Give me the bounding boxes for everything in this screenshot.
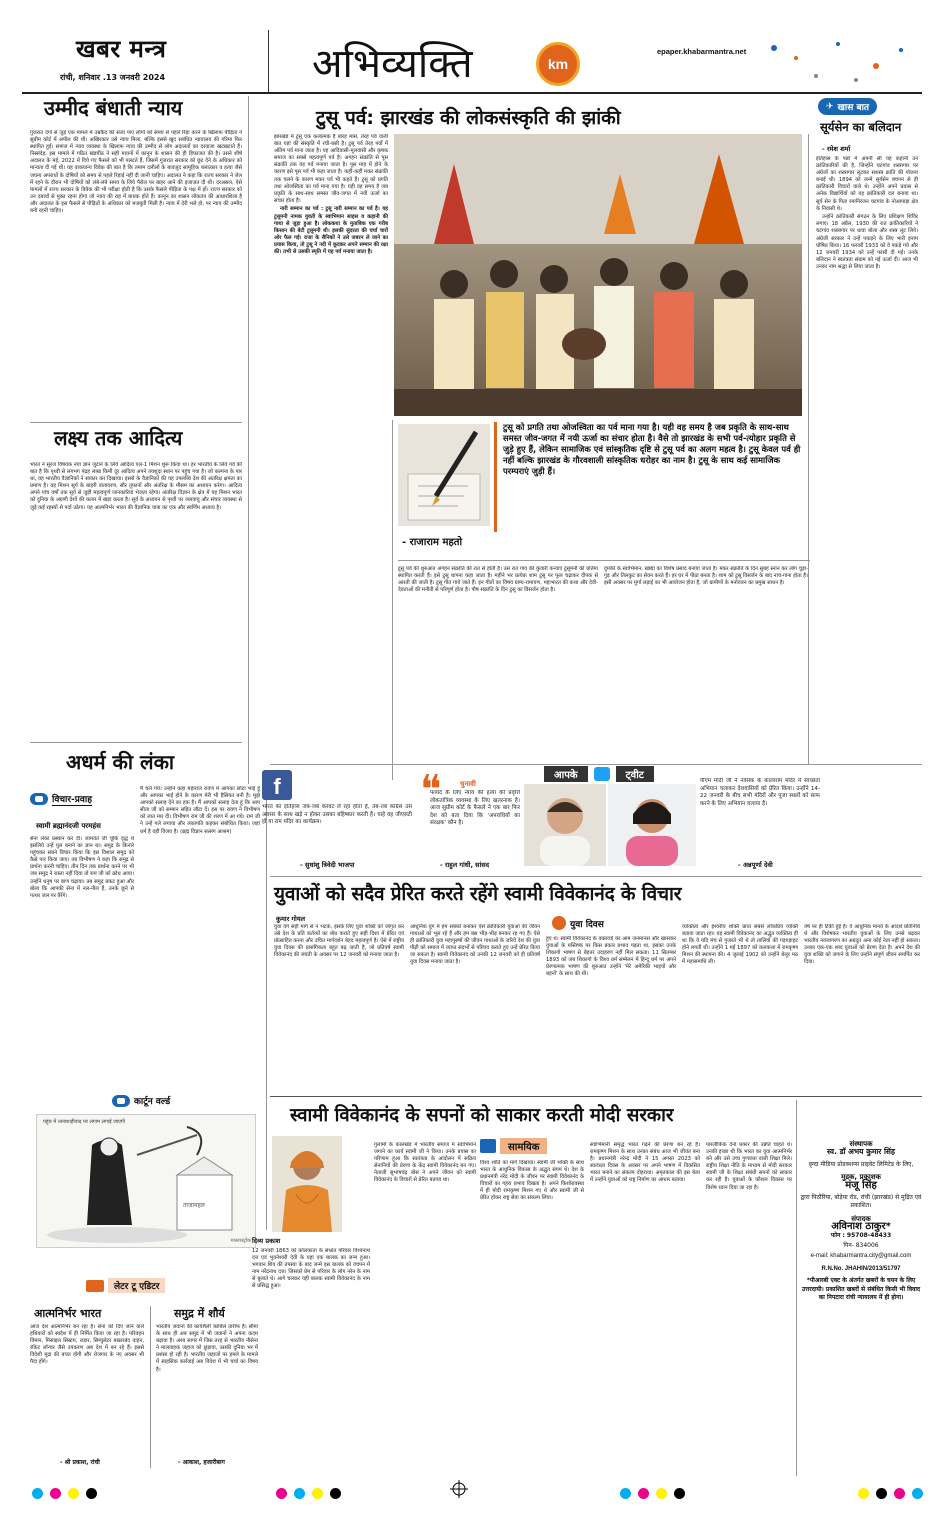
registration-crosshair-icon xyxy=(450,1480,468,1498)
imprint-box xyxy=(800,1140,922,1474)
samayik-tag xyxy=(480,1138,547,1154)
imprint-editor-label: संपादक xyxy=(851,1214,871,1223)
registration-dots-mid-right xyxy=(620,1484,687,1503)
vichar-col-1 xyxy=(30,836,134,1086)
tweet-mid-title: चुनावी xyxy=(460,780,476,788)
editorial-title-2: लक्ष्य तक आदित्य xyxy=(54,426,183,450)
khas-baat-label: खास बात xyxy=(837,103,870,113)
tusu-photo xyxy=(394,134,802,416)
masthead-decor xyxy=(756,36,916,88)
imprint-founder: स्व. डॉ अभय कुमार सिंह xyxy=(827,1147,895,1157)
reg-dot xyxy=(674,1488,685,1499)
vichar-byline: स्वामी ब्रह्मानंदजी परमहंस xyxy=(36,822,101,830)
letters-header xyxy=(86,1278,165,1293)
vivekananda-col-1: युवा वर्ग सही मार्ग से न भटके, इसके लिए युवा शक्ति को जागृत कर उसे देश के प्रति कर्तव्यों का बोध कराते हुए सही दिशा में प्रेरित एवं प्रोत्साहित करना और उचित मार्गदर्शन बेहद महत्वपूर्ण है। ऐसे में राष्ट्रीय युवा दिवस की प्रासंगिकता बहुत बढ़ जाती है, जो प्रतिवर्ष स्वामी विवेकानंद की जयंती के अवसर पर 12 जनवरी को मनाया जाता है। xyxy=(274,924,404,959)
vivekananda-col-4: व्यक्तित्व और ईश्वरीय शक्ति प्राप्त सबसे लोकप्रिय व्यक्ति बताया जाता रहा। यह स्वामी विवेकानंद का अद्भुत व्यक्तित्व ही था कि वे यदि मंच से गुजरते भी थे तो तालियों की गड़गड़ाहट होने लगती थी। उन्होंने 1 मई 1897 को कलकत्ता में रामकृष्ण मिशन की स्थापना की। 4 जुलाई 1902 को उन्होंने बेलूर मठ में महासमाधि ली। xyxy=(682,924,798,966)
tweet-left-text: भारत का इतिहास जब-जब करवट ले रहा होता है, तब-तब कांग्रेस उस अवसर के साथ खड़े न होकर उसका बहिष्कार करती है। चाहे वह जीएसटी हो या राम मंदिर का कार्यक्रम। xyxy=(262,804,412,826)
main-col-1 xyxy=(274,134,388,624)
paper-name: खबर मन्त्र xyxy=(76,35,167,63)
main-col-1b-text: नारी सम्मान का पर्व : टुसू नारी सम्मान का पर्व है। यह टुसूमनी नामक युवती के स्वाभिमान साहस व कहानी की गाथा से जुड़ा हुआ है। लोककथा के मुताबिक एक गरीब किसान की बेटी टुसूमनी थी। इसकी सुंदरता की चर्चा चारों ओर फैल गई। राजा के सैनिकों ने उसे जबरन ले जाने का प्रयास किया, तो टुसू ने नदी में कूदकर अपने सम्मान की रक्षा की। तभी से उसकी स्मृति में यह पर्व मनाया जाता है। xyxy=(274,206,388,255)
reg-dot xyxy=(50,1488,61,1499)
tweet-header-label: आपके xyxy=(544,766,588,782)
cartoon-panel xyxy=(36,1114,256,1248)
vichar-icon xyxy=(30,793,48,805)
reg-dot xyxy=(32,1488,43,1499)
reg-dot xyxy=(330,1488,341,1499)
modi-col-4: स्वाभिमानी समृद्ध भारत गढ़ने की प्रेरणा बन रहे हैं। रामकृष्ण मिशन के साथ उनका संबंध आज भी जीवंत बना है। प्रधानमंत्री नरेन्द्र मोदी ने 15 अगस्त 2023 को स्वतंत्रता दिवस के अवसर पर अपने भाषण में विकसित भारत बनाने का संकल्प दोहराया। अमृतकाल की इस बेला में उन्होंने युवाओं को राष्ट्र निर्माण का आधार बताया। xyxy=(590,1142,700,1184)
vichar-pravah-tag xyxy=(30,792,92,806)
reg-dot xyxy=(276,1488,287,1499)
main-col-1-text: झारखंड में टुसू एक कलात्मक है बारह मासे, तेरह पर्व वाली बात यहां की संस्कृति में रची-बसी है। टुसू पर्व तेरह पर्वों में अंतिम पर्व माना जाता है। यह आदिवासी-मूलवासी और कृषक समाज का सबसे महत्वपूर्ण पर्व है। अगहन संक्रांति से पूस संक्रांति तक यह पर्व मनाया जाता है। पूस माह में होने के कारण इसे पूस पर्व भी कहा जाता है। कहीं-कहीं मकर संक्रांति तक चलने के कारण मकर पर्व भी कहते हैं। टुसू को प्रगति तथा ओजस्विता का पर्व माना गया है। यही वह समय है जब प्रकृति के साथ-साथ समस्त जीव-जगत में नयी ऊर्जा का संचार होता है। xyxy=(274,134,388,204)
editorial-1-paragraph: गुजरात दंगों से जुड़े एक मामले में उम्रकैद की सजा पाए लोगों को समय से पहले रिहा करने के खिलाफ पीड़िता ने सुप्रीम कोर्ट में अपील की थी। अखिरकार उसे न्याय मिला, बल्कि इससे खुद सबंधित न्यायालय की गरिमा फिर स्थापित हुई। समाज में न्याय व्यवस्था के खिलाफ न्याय की उम्मीद से लोग अदालतों का दरवाजा खटखटाते हैं। निस्संदेह, इस मामले में गठित खंडपीठ ने सही मायनों में कानून के शासन की ही हिफाजत की है। उसने शीर्ष अदालत के मई, 2022 में दिये गए फैसले को भी पलटते हैं, जिसमें गुजरात सरकार को छूट देने के अधिकार को मान्यता दी गई थी। यह वाकयान्य विवेक की बात है कि तमाम दलीलों के बावजूद सामूहिक बलात्कार व हत्या जैसे जघन्य अपराधों के दोषियों को समय से पहले रिहाई नहीं दी जानी चाहिए। अदालत ने कहा कि राज्य सरकार ने जेल में रहने के दौरान भी दोषियों को लंबे-लंबे समय के लिये पैरोल पर बाहर आने की इजाजत दी थी। दरअसल, ऐसे मामलों में राज्य सरकार के विवेक की भी परीक्षा होती है कि उसके फैसले पीड़िता के पक्ष में हों। राज्य सरकार को उन दबावों से मुक्त रहना होगा जो न्याय की राह में बाधक होते हैं। कानून का शासन लोकतंत्र की आधारशिला है और अदालत के इस फैसले से पीड़ितों के अधिकार को मजबूती मिली है। न्याय में देरी भले हो, पर न्याय की उम्मीद बनी रहनी चाहिए। xyxy=(30,130,242,215)
vivekananda-headline: युवाओं को सदैव प्रेरित करते रहेंगे स्वामी विवेकानंद के विचार xyxy=(274,883,682,905)
letter-body-2: भारतीय जवानों की कार्यशैली काबिले तारीफ है। सीमा के साथ ही अब समुद्र में भी जवानों ने अपना कदम बढ़ाया है। अरब सागर में जिस तरह से भारतीय नौसेना ने मालवाहक जहाज को छुड़ाया, उसकी दुनिया भर में प्रशंसा हो रही है। भारतीय जहाजों पर हमले के मामले में साहसिक कार्रवाई अब विदेश में भी चर्चा का विषय है। xyxy=(156,1324,258,1373)
vivekananda-col-3: हुए थे। स्वामी विवेकानंद के वक्तव्यों का आम जनमानस और खासकर युवाओं के मस्तिष्क पर किस प्रकार प्रभाव पड़ता था, इसका उनके शिकागो भाषण से बेहतर उदाहरण नहीं मिल सकता। 11 सितम्बर 1893 को जब शिकागो के विश्व धर्म सम्मेलन में हिन्दू धर्म पर अपने प्रेरणात्मक भाषण की शुरुआत उन्होंने 'मेरे अमेरिकी भाइयों और बहनों' के साथ की थी। xyxy=(546,936,676,978)
section-title: अभिव्यक्ति xyxy=(312,41,473,87)
vichar-pravah-label: विचार-प्रवाह xyxy=(52,792,92,806)
dateline: रांची, शनिवार .13 जनवरी 2024 xyxy=(60,73,166,82)
imprint-email: e-mail: khabarmantra.city@gmail.com xyxy=(810,1253,912,1260)
editorial-body-2 xyxy=(30,462,242,738)
main-col-2-text: टुसू पर्व की शुरुआत अगहन संक्रांति की रात से होती है। उस रात गांव की कुंवारी कन्याएं टुसूमनी की प्रतिमा स्थापित करती हैं। इसे टुसू थापना कहा जाता है। महीने भर प्रत्येक शाम टुसू पर फूल चढ़ाकर दीपक से आरती की जाती है। टुसू गीत गाये जाते हैं। इन गीतों का विषय ग्राम्य-रामायण, महाभारत की कथा और देवी-देवताओं की मनौती से परिपूर्ण होता है। पौष संक्रांति के दिन टुसू का विसर्जन होता है। xyxy=(398,566,598,594)
khas-baat-byline: - रमेश शर्मा xyxy=(822,145,851,153)
pen-photo xyxy=(398,424,490,526)
yuva-diwas-tag xyxy=(552,916,604,930)
khas-baat-paragraph-2: उन्होंने क्रांतिकारी संगठन के लिए प्रशिक्षण शिविर लगाए। 18 अप्रैल, 1930 की रात क्रांतिकारियों ने चटगांव शस्त्रागार पर धावा बोला और शस्त्र लूट लिये। अंग्रेजी सरकार ने उन्हें पकड़ने के लिए भारी इनाम घोषित किया। 16 फरवरी 1933 को वे पकड़े गये और 12 जनवरी 1934 को उन्हें फांसी दी गई। उनके बलिदान ने स्वतंत्रता संग्राम को नई ऊर्जा दी। आज भी उनका नाम श्रद्धा से लिया जाता है। xyxy=(816,214,918,270)
quote-open-icon: ❝ xyxy=(420,767,442,813)
main-col-2 xyxy=(398,566,598,762)
vichar-paragraph-1: सेना लंका प्रस्थान कर दी। जामवंत जी चूंकि वृद्ध थे इसलिये उन्हें पुल बनाने का ज्ञान था। समुद्र के किनारे पहुंचकर सबने विचार किया कि इस विशाल समुद्र को कैसे पार किया जाए। तब विभीषण ने कहा कि समुद्र से प्रार्थना करनी चाहिए। तीन दिन तक प्रार्थना करने पर भी जब समुद्र ने रास्ता नहीं दिया तो राम जी को क्रोध आया। उन्होंने धनुष पर बाण चढ़ाया। तब समुद्र प्रकट हुआ और बोला कि आपकी सेना में नल-नील हैं, उनके छूने से पत्थर जल पर तैरेंगे। xyxy=(30,836,134,899)
rahul-photo xyxy=(524,784,606,866)
main-col-3b-text: दुमकी के स्वाभिमान, खाद्यों का विशेष प्रसाद बनाया जाता है। मकर संक्रांति के दिन सुबह स्नान कर लोग चूड़ा-गुड़ और तिलकुट का सेवन करते हैं। हर घर में पीठा बनता है। शाम को टुसू विसर्जन के बाद नाच-गाना होता है। इसी अवसर पर मुर्गा लड़ाई का भी आयोजन होता है, जो ग्रामीणों के मनोरंजन का प्रमुख साधन है। xyxy=(604,566,808,587)
imprint-org: वृन्दा मीडिया प्रोडक्शन्स प्राइवेट लिमिटेड के लिए, xyxy=(808,1160,914,1168)
imprint-rni: R.N.No. JHAHIN/2013/51797 xyxy=(821,1265,901,1272)
imprint-phone: फोन : 95708-48433 xyxy=(830,1231,892,1239)
imprint-note: *पीआरबी एक्ट के अंतर्गत खबरों के चयन के लिए उत्तरदायी। प्रकाशित खबरों से संबंधित किसी भी विवाद का निपटारा रांची न्यायालय में ही होगा। xyxy=(801,1277,921,1302)
km-logo xyxy=(536,42,580,86)
reg-dot xyxy=(912,1488,923,1499)
vichar-col-2 xyxy=(140,786,260,1086)
letter-title-1: आत्मनिर्भर भारत xyxy=(34,1307,102,1320)
modi-col-3: विश्व शांति का मार्ग दिखाया। स्वामी जी भक्ति के साथ भारत के आधुनिक विकास के अद्भुत संगम थे। देश के प्रधानमंत्री नरेंद्र मोदी के जीवन पर स्वामी विवेकानंद के विचारों का गहरा प्रभाव दिखता है। अपने किशोरावस्था में ही मोदी रामकृष्ण मिशन गए थे और स्वामी जी से प्रेरित होकर राष्ट्र सेवा का संकल्प लिया। xyxy=(480,1160,584,1202)
reg-dot xyxy=(68,1488,79,1499)
tweet-right-author: - अन्नपूर्णा देवी xyxy=(738,861,773,869)
epaper-url[interactable]: epaper.khabarmantra.net xyxy=(657,47,747,56)
twitter-icon xyxy=(594,767,610,781)
mail-icon xyxy=(86,1280,104,1292)
vivekananda-photo xyxy=(272,1136,342,1232)
imprint-publisher: मंजू सिंह xyxy=(845,1179,877,1191)
khas-baat-title: सूर्यसेन का बलिदान xyxy=(820,120,902,134)
vivekananda-col-5: वर्ष पर ही टिकी हुई है। वे आधुनिक मानव के आदर्श प्रतिनिधि थे और विशेषकर भारतीय युवाओं के लिए उनसे बढ़कर भारतीय नवजागरण का अग्रदूत अन्य कोई नेता नहीं हो सकता। उनका एक-एक शब्द युवाओं को प्रेरणा देता है। अपने देश की युवा शक्ति को जगाने के लिए उन्होंने संपूर्ण जीवन समर्पित कर दिया। xyxy=(804,924,920,966)
imprint-address: द्वारा पिठौरिया, बोड़ेया रोड, रांची (झारखंड) से मुद्रित एवं प्रकाशित। xyxy=(800,1194,922,1210)
khas-baat-tag xyxy=(818,98,877,115)
imprint-founder-label: संस्थापक xyxy=(849,1140,873,1148)
editorial-body-1 xyxy=(30,130,242,420)
cartoon-icon xyxy=(112,1095,130,1107)
reg-dot xyxy=(638,1488,649,1499)
reg-dot xyxy=(858,1488,869,1499)
editorial-title-1: उम्मीद बंधाती न्याय xyxy=(44,96,183,120)
annapurna-photo xyxy=(608,784,696,866)
main-col-3b xyxy=(604,566,808,762)
tweet-header xyxy=(544,766,654,782)
reg-dot xyxy=(656,1488,667,1499)
imprint-editor: अविनाश ठाकुर* xyxy=(831,1221,891,1233)
vivekananda-col-2: आधुनिक युग में हम सबको बनाकर ऐसे क्रांतिकारी युवाओं की जीवन गाथाओं को भूल रहे हैं और हम बस भीड़-भीड़ बनकर रह गए हैं। ऐसे ही क्रांतिकारी युवा महापुरुषों की जीवन गाथाओं के जरिये देश की युवा पीढ़ी को समाज में व्याप्त संदर्भों से परिचय कराते हुए उन्हें प्रेरित किया जा सकता है। स्वामी विवेकानंद को उनकी 12 जनवरी को ही प्रतिवर्ष युवा दिवस मनाया जाता है। xyxy=(410,924,540,966)
tweet-mid-text: फायदे के लिए न्याय की हत्या की प्रवृत्ति लोकतांत्रिक व्यवस्था के लिए खतरनाक है। आज सुप्रीम कोर्ट के फैसले ने एक बार फिर देश को बता दिया कि 'अपराधियों का संरक्षक' कौन है। xyxy=(430,790,520,827)
tweet-header-label-2: ट्वीट xyxy=(616,766,654,782)
letter-author-2: - आकाश, हजारीबाग xyxy=(178,1459,225,1466)
reg-dot xyxy=(312,1488,323,1499)
cartoon-caption: पहुंच में तानाशाहीवाद पर लगाम लगाई जाएगी xyxy=(43,1119,125,1125)
reg-dot xyxy=(294,1488,305,1499)
main-headline: टुसू पर्व: झारखंड की लोकसंस्कृति की झांकी xyxy=(316,107,621,129)
vichar-paragraph-2: मैं चले गये। उन्होंने कहा महाराज रावण में आपका छोटा भाई हूं और आपका भाई होने के कारण मेरी भी हैसियत बनी है। मुझे आपको सलाह देने का हक है। मैं आपको सलाह देता हूं कि आप सीता जी को सम्मान सहित लौटा दें। इस पर रावण ने विभीषण को लात मार दी। विभीषण राम जी की शरण में आ गये। राम जी ने उन्हें गले लगाया और लंकापति कहकर संबोधित किया। जहां धर्म है वहीं विजय है। (ब्रह्म विज्ञान सत्संग आश्रम) xyxy=(140,786,260,835)
tweet-mid-author: - राहुल गांधी, सांसद xyxy=(440,861,490,869)
letter-body-1: आज देश आत्मनिर्भर बन रहा है। सेना को दिए जाने वाले हथियारों को स्वदेश में ही निर्मित किया जा रहा है। परिवहन विमान, मिसाइल सिस्टम, राडार, सिम्युलेटर बख्तरबंद वाहन, रॉकेट लॉन्चर जैसे उपकरण अब देश में बन रहे हैं। इससे विदेशी मुद्रा की बचत होगी और रोजगार के नए अवसर भी पैदा होंगे। xyxy=(30,1324,144,1366)
letter-author-1: - श्री प्रकाश, रांची xyxy=(60,1459,100,1466)
khas-baat-paragraph-1: इतिहास के पन्नों में अपनी सी यह कहानी उन क्रांतिकारियों की है, जिन्होंने चटगांव शस्त्रागार पर अंग्रेजों का शस्त्रागार लूटकर सशस्त्र क्रांति की योजना बनाई थी। 1894 को जन्मे सूर्यसेन बचपन से ही क्रांतिकारी विचारों वाले थे। उन्होंने अपने प्रयास से अनेक विद्यार्थियों को यह क्रांतिकारी दल बनाया था। सूर्य सेन के पिता रमानिरंजन चटगांव के नोआपाड़ा क्षेत्र के निवासी थे। xyxy=(816,156,918,212)
reg-dot xyxy=(86,1488,97,1499)
khas-baat-body xyxy=(816,156,918,742)
tweet-right-text: पीएम मोदी जी ने नासिक के कालाराम मंदिर में स्वच्छता अभियान चलाकर देशवासियों को प्रेरित किया। उन्होंने 14-22 जनवरी के बीच सभी मंदिरों और पूजा स्थलों को साफ करने के लिए अभियान चलाया है। xyxy=(700,778,820,807)
registration-dots-mid-left xyxy=(276,1484,343,1503)
facebook-icon: f xyxy=(262,770,292,800)
modi-col-2: गुलामी के कालखंड में भारतीय समाज में स्वाभिमान जगाने का कार्य स्वामी जी ने किया। उनके प्रयास का परिणाम हुआ कि स्वतंत्रता के आंदोलन में सक्रिय सेनानियों की प्रेरणा के केंद्र स्वामी विवेकानंद बन गए। नेताजी सुभाषचंद्र बोस ने अपने जीवन को स्वामी विवेकानंद के विचारों से प्रेरित बताया था। xyxy=(374,1142,476,1184)
km-logo-text: km xyxy=(547,56,569,72)
editorial-2-paragraph: भारत ने सूरज विषयक नया ज्ञान जुटाने के लिये आदित्य एल-1 मिशन शुरू किया था। हर भारतीय के लिये गर्व की बात है कि पृथ्वी से लगभग पंद्रह लाख किमी दूर आदित्य अपने तयशुदा स्थान पर पहुंच गया है। जो कल्पना के पार था, वह भारतीय वैज्ञानिकों ने साकार कर दिखाया। इसरो के वैज्ञानिकों की यह उपलब्धि देश की अंतरिक्ष क्षमता का प्रमाण है। यह मिशन सूर्य के बाहरी वातावरण, सौर तूफानों और अंतरिक्ष के मौसम का अध्ययन करेगा। आदित्य अपने पांच वर्षों तक सूर्य से जुड़ी महत्वपूर्ण जानकारियां भेजता रहेगा। अंतरिक्ष विज्ञान के क्षेत्र में यह मिशन भारत को दुनिया के अग्रणी देशों की कतार में खड़ा करता है। सूर्य के अध्ययन से पृथ्वी पर जलवायु और संचार व्यवस्था से जुड़े कई रहस्यों से पर्दा उठेगा। यह आत्मनिर्भर भारत की वैज्ञानिक यात्रा का एक और स्वर्णिम अध्याय है। xyxy=(30,462,242,511)
samayik-label: सामयिक xyxy=(500,1138,547,1154)
main-author: - राजाराम महतो xyxy=(402,537,463,548)
cartoon-tag xyxy=(112,1094,170,1107)
reg-dot xyxy=(620,1488,631,1499)
registration-dots-right xyxy=(858,1484,925,1503)
samayik-icon xyxy=(480,1139,496,1153)
yuva-diwas-label: युवा दिवस xyxy=(570,919,604,930)
tweet-left-author: - सुधांशु त्रिवेदी भाजपा xyxy=(300,861,355,869)
modi-headline: स्वामी विवेकानंद के सपनों को साकार करती मोदी सरकार xyxy=(290,1105,674,1126)
reg-dot xyxy=(894,1488,905,1499)
cartoon-credit: मास्टरस्ट्रोक xyxy=(230,1238,251,1244)
imprint-publisher-label: मुद्रक, प्रकाशक xyxy=(841,1173,881,1182)
yuva-icon xyxy=(552,916,566,930)
letter-title-2: समुद्र में शौर्य xyxy=(174,1307,225,1320)
registration-dots-left xyxy=(32,1484,99,1503)
imprint-pin: पिन- 834006 xyxy=(843,1242,879,1250)
cartoon-figure-text: ताजामहल xyxy=(183,1202,205,1209)
editorial-title-3: अधर्म की लंका xyxy=(66,750,175,774)
reg-dot xyxy=(876,1488,887,1499)
modi-byline: दिव्य प्रकाश xyxy=(252,1237,281,1245)
plane-icon: ✈ xyxy=(826,101,834,112)
pull-quote-text: टुसू को प्रगति तथा ओजस्विता का पर्व माना गया है। यही वह समय है जब प्रकृति के साथ-साथ समस्त जीव-जगत में नयी ऊर्जा का संचार होता है। वैसे तो झारखंड के सभी पर्व-त्योहार प्रकृति से जुड़े हुए हैं, लेकिन सामाजिक एवं सांस्कृतिक दृष्टि से टुसू पर्व का अलग महत्व है। टुसू केवल पर्व ही नहीं बल्कि झारखंड के गौरवशाली सांस्कृतिक धरोहर का नाम है। टुसू के साथ कई सामाजिक परम्पराएं जुड़ी हैं। xyxy=(503,422,801,476)
vivekananda-byline: कुमार गोयल xyxy=(276,915,306,923)
modi-col-5: पारलौकिक देनों प्रकार की उन्नति चाहते थे। उनकी इच्छा थी कि भारत का युवा आत्मनिर्भर बने और उसे उच्च गुणवत्ता वाली शिक्षा मिले। राष्ट्रीय शिक्षा नीति के माध्यम से मोदी सरकार स्वामी जी के शिक्षा संबंधी सपनों को साकार कर रही है। युवाओं के कौशल विकास पर विशेष ध्यान दिया जा रहा है। xyxy=(706,1142,792,1191)
cartoon-label: कार्टून वर्ल्ड xyxy=(134,1097,171,1107)
pull-quote xyxy=(494,422,808,532)
letters-label: लेटर टू एडिटर xyxy=(108,1278,165,1293)
modi-col-1: 12 जनवरी 1863 को कोलकाता के संभ्रांत परिवार विश्वनाथ दत्त एवं भुवनेश्वरी देवी के यहां एक बालक का जन्म हुआ। भगवान शिव की तपस्या के बाद जन्मे इस बालक को वचपन में नाम नरेंद्रनाथ दत्त। जिसको प्रेम से परिवार के लोग नरेन के नाम से बुलाते थे। आगे चलकर यही बालक स्वामी विवेकानंद के नाम से प्रसिद्ध हुआ। xyxy=(252,1248,370,1290)
